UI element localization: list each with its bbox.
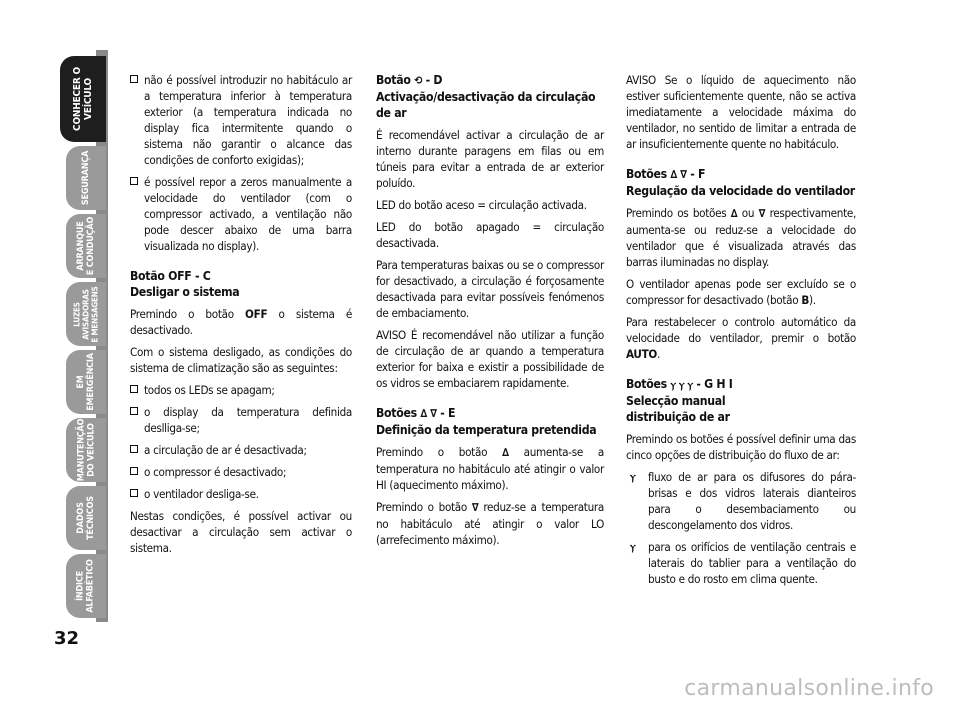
page-number: 32 (54, 628, 80, 649)
distribution-option: ⲩ para os orifícios de ventilação centrais e laterais do tablier para a ventilação do busto e do rosto em clima quente. (630, 540, 856, 586)
column-3 (626, 72, 856, 593)
face-airflow-icon: ⲩ (630, 540, 636, 553)
paragraph: LED do botão aceso = circulação activada. (376, 198, 587, 212)
section-tabs (0, 0, 112, 709)
watermark: carmanualsonline.info (684, 676, 934, 701)
paragraph: O ventilador apenas pode ser excluído se o compressor for desactivado (botão B). (626, 277, 856, 307)
tab-manutencao-do-veiculo[interactable] (66, 418, 106, 482)
section-heading: Botões ⲩ ⲩ ⲩ - G H I Selecção manual distribuição de ar (626, 377, 733, 424)
tab-label: SEGURANÇA (81, 150, 91, 206)
bullet-item: o display da temperatura definida deslliga-se; (130, 404, 352, 436)
bullet-item: todos os LEDs se apagam; (130, 382, 352, 398)
paragraph: É recomendável activar a circulação de ar interno durante paragens em filas ou em túneis para evitar a entrada de ar exterior poluído. (376, 128, 604, 190)
paragraph: Premindo o botão ∇ reduz-se a temperatura no habitáculo até atingir o valor LO (arrefecimento máximo). (376, 500, 604, 547)
down-triangle-icon: ∇ (471, 501, 479, 514)
paragraph: Para restabelecer o controlo automático da velocidade do ventilador, premir o botão AUTO. (626, 315, 856, 361)
tab-dados-tecnicos[interactable] (66, 486, 106, 550)
paragraph: Para temperaturas baixas ou se o compressor for desactivado, a circulação é forçosamente desactivada para evitar possíveis fenómenos de embaciamento. (376, 258, 604, 320)
paragraph: Premindo o botão ∆ aumenta-se a temperatura no habitáculo até atingir o valor HI (aquecimento máximo). (376, 445, 604, 492)
column-2 (376, 72, 604, 554)
tab-em-emergencia[interactable] (66, 350, 106, 414)
bullet-item: o ventilador desliga-se. (130, 486, 352, 502)
bullet-item: a circulação de ar é desactivada; (130, 442, 352, 458)
up-triangle-icon: ∆ (502, 446, 509, 459)
recirculation-icon: ⟲ (414, 74, 423, 87)
tab-label: ÍNDICE ALFABÉTICO (76, 559, 97, 613)
up-triangle-icon: ∆ (730, 207, 738, 220)
section-heading: Botão OFF - C Desligar o sistema (130, 269, 240, 299)
tab-indice-alfabetico[interactable] (66, 554, 106, 618)
tab-conhecer-o-veiculo[interactable] (60, 56, 106, 142)
up-down-triangle-icon: ∆ ∇ (420, 407, 437, 420)
bullet-item: o compressor é desactivado; (130, 464, 352, 480)
windscreen-airflow-icon: ⲩ (630, 470, 636, 483)
paragraph: Com o sistema desligado, as condições do sistema de climatização são as seguintes: (130, 345, 352, 375)
distribution-option: ⲩ fluxo de ar para os difusores do pára-brisas e dos vidros laterais dianteiros para o desembaciamento ou descongelamento dos vidros. (630, 470, 856, 532)
section-heading: Botões ∆ ∇ - F Regulação da velocidade do ventilador (626, 167, 855, 198)
section-heading: Botão ⟲ - D Activação/desactivação da circulação de ar (376, 73, 596, 120)
tab-label: MANUTENÇÃO DO VEÍCULO (76, 418, 97, 482)
tab-label: EM EMERGÊNCIA (76, 353, 97, 411)
column-1 (130, 72, 352, 562)
tab-luzes-avisadoras[interactable] (66, 282, 106, 346)
paragraph: LED do botão apagado = circulação desactivada. (376, 220, 604, 250)
bullet-item: é possível repor a zeros manualmente a velocidade do ventilador (com o compressor activado, a ventilação não pode descer abaixo de uma barra visualizada no display). (130, 174, 352, 254)
air-distribution-icons: ⲩ ⲩ ⲩ (670, 378, 693, 391)
tab-label: LUZES AVISADORAS E MENSAGENS (72, 285, 100, 343)
bullet-item: não é possível introduzir no habitáculo ar a temperatura inferior à temperatura exterior (a temperatura indicada no display fica intermitente quando o sistema não garantir o alcance das condições de conforto exigidas); (130, 72, 352, 168)
paragraph: AVISO Se o líquido de aquecimento não estiver suficientemente quente, não se activa imediatamente a velocidade máxima do ventilador, no sentido de limitar a entrada de ar insuficientemente quente no habitáculo. (626, 73, 856, 151)
section-heading: Botões ∆ ∇ - E Definição da temperatura pretendida (376, 406, 597, 437)
paragraph: Nestas condições, é possível activar ou desactivar a circulação sem activar o sistema. (130, 509, 352, 555)
tab-label: DADOS TÉCNICOS (76, 496, 96, 540)
tab-label: CONHECER O VEÍCULO (72, 67, 95, 131)
paragraph: AVISO É recomendável não utilizar a função de circulação de ar quando a temperatura exterior for baixa e existir a possibilidade de os vidros se embaciarem rapidamente. (376, 328, 604, 390)
paragraph: Premindo os botões é possível definir uma das cinco opções de distribuição do fluxo de ar: (626, 432, 856, 462)
paragraph: Premindo os botões ∆ ou ∇ respectivamente, aumenta-se ou reduz-se a velocidade do ventilador que é visualizada através das barras iluminadas no display. (626, 206, 856, 269)
down-triangle-icon: ∇ (758, 207, 766, 220)
tab-seguranca[interactable] (66, 146, 106, 210)
paragraph: Premindo o botão OFF o sistema é desactivado. (130, 307, 352, 337)
up-down-triangle-icon: ∆ ∇ (670, 168, 687, 181)
tab-label: ARRANQUE E CONDUÇÃO (76, 216, 96, 276)
tab-arranque-e-conducao[interactable] (66, 214, 106, 278)
